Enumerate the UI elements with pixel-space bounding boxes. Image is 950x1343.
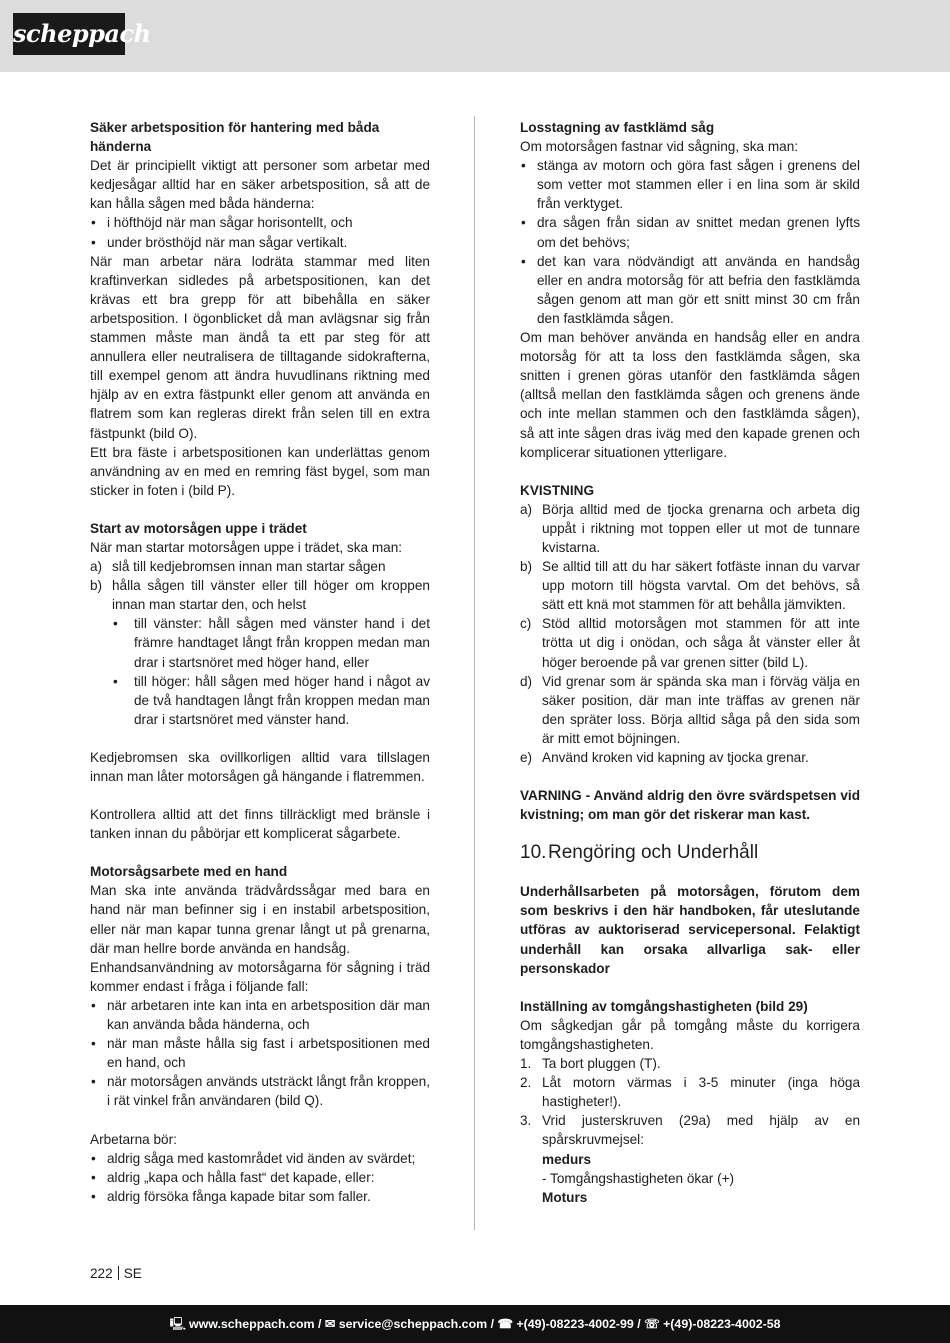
page-number-footer: [90, 1265, 142, 1283]
scheppach-logo: scheppach: [13, 13, 125, 55]
direction-clockwise: medurs: [542, 1151, 592, 1167]
list-item: [520, 614, 860, 671]
list-item: • stänga av motorn och göra fast sågen i grenens del som vetter mot stammen eller i en lina som är skild från verktyget.: [520, 156, 860, 213]
list-item: [520, 1054, 860, 1073]
language-code: SE: [123, 1266, 142, 1281]
list-item: • när arbetaren inte kan inta en arbetsposition där man kan använda båda händerna, och: [90, 996, 430, 1034]
contact-info: www.scheppach.com / ✉ service@scheppach.com / ☎ +(49)-08223-4002-99 / ☏ +(49)-08223-4002-58: [189, 1317, 781, 1331]
lettered-list: [90, 557, 430, 729]
paragraph: Enhandsanvändning av motorsågarna för sågning i träd kommer endast i fråga i följande fall:: [90, 959, 430, 994]
paragraph: Om motorsågen fastnar vid sågning, ska man:: [520, 139, 799, 155]
list-item: • i höfthöjd när man sågar horisontellt, och: [90, 213, 430, 232]
section-title: [520, 841, 860, 865]
list-marker: 2.: [520, 1075, 532, 1091]
column-divider: [474, 116, 475, 1230]
list-item: • dra sågen från sidan av snittet medan grenen lyfts om det behövs;: [520, 213, 860, 251]
numbered-list: [520, 1054, 860, 1207]
paragraph: Om man behöver använda en handsåg eller en andra motorsåg för att ta loss den fastklämda sågen, ska snitten i grenen göras utanför den fastklämda sågen (alltså mellan den fastklämda sågen och grenens ände och inte mellan stammen och den fastklämda sågen), så att inte sågen dras iväg med den kapade grenen och komplicerar situationen ytterligare.: [520, 330, 860, 460]
list-text: Se alltid till att du har säkert fotfäste innan du varvar upp motorn till högsta varvtal. Om det behövs, så sätt ett knä mot stammen för att behålla jämvikten.: [542, 559, 860, 613]
list-item: [90, 557, 430, 576]
paragraph: Det är principiellt viktigt att personer som arbetar med kedjesågar alltid har en säker arbetsposition, så att de kan hålla sågen med båda händerna:: [90, 158, 430, 212]
paragraph: Ett bra fäste i arbetspositionen kan underlättas genom användning av en med en remring fäst bygel, som man sticker in foten i (bild P).: [90, 444, 430, 498]
list-marker: d): [520, 673, 533, 689]
paragraph: När man arbetar nära lodräta stammar med liten kraftinverkan sidledes på arbetspositionen, kan det krävas ett bra grepp för att bibehålla en säker arbetsposition. I ögonblicket då man avlägsnar sig från stammen måste man ändå ta ett par steg för att annullera eller neutralisera de tilltagande sidokrafterna, till exempel genom att ändra huvudlinans riktning med hjälp av en extra fästpunkt eller genom att använda en flatrem som kan regleras direkt från selen till en extra fästpunkt (bild O).: [90, 253, 430, 441]
left-column: [90, 118, 430, 1206]
list-marker: 1.: [520, 1056, 532, 1072]
section-title-text: Rengöring och Underhåll: [548, 842, 759, 864]
list-item: • när motorsågen används utsträckt långt från kroppen, i rät vinkel från användaren (bild Q).: [90, 1072, 430, 1110]
bullet-list: [520, 156, 860, 328]
list-item: • till höger: håll sågen med höger hand i något av de två handtagen långt från kroppen medan man drar i startsnöret med vänster hand.: [112, 672, 430, 729]
list-text: Stöd alltid motorsågen mot stammen för att inte trötta ut dig i onödan, och såga åt vänster eller åt höger beroende på var grenen sitter (bild L).: [542, 616, 860, 670]
paragraph: Kontrollera alltid att det finns tillräckligt med bränsle i tanken innan du påbörjar ett komplicerat sågarbete.: [90, 807, 430, 842]
computer-icon: 🖳: [169, 1317, 186, 1331]
list-text: Låt motorn värmas i 3-5 minuter (inga höga hastigheter!).: [542, 1075, 860, 1110]
list-item: • det kan vara nödvändigt att använda en handsåg eller en andra motorsåg för att befria den fastklämda sågen genom att man gör ett snitt minst 30 cm från den fastklämda sågen.: [520, 252, 860, 328]
list-text: hålla sågen till vänster eller till höger om kroppen innan man startar den, och helst: [112, 578, 430, 613]
list-marker: a): [520, 501, 533, 517]
warning-text: VARNING - Använd aldrig den övre svärdspetsen vid kvistning; om man gör det riskerar man kast.: [520, 788, 860, 823]
list-item: • när man måste hålla sig fast i arbetspositionen med en hand, och: [90, 1034, 430, 1072]
list-item: [520, 1073, 860, 1111]
paragraph: Man ska inte använda trädvårdssågar med bara en hand när man befinner sig i en instabil arbetsposition, eller när man kapar tunna grenar långt ut på grenarna, där man hellre borde använda en handsåg.: [90, 883, 430, 956]
paragraph: Arbetarna bör:: [90, 1131, 177, 1147]
list-marker: c): [520, 616, 532, 632]
list-marker: a): [90, 559, 103, 575]
direction-counterclockwise: Moturs: [542, 1189, 588, 1205]
lettered-list: [520, 500, 860, 767]
sub-bullet-list: [112, 614, 430, 729]
list-marker: b): [520, 559, 533, 575]
list-item: • aldrig försöka fånga kapade bitar som faller.: [90, 1187, 430, 1206]
list-text: Börja alltid med de tjocka grenarna och arbeta dig uppåt i riktning mot toppen eller ut mot de tunnare kvistarna.: [542, 501, 860, 555]
list-item: • aldrig „kapa och hålla fast“ det kapade, eller:: [90, 1168, 430, 1187]
heading-free-stuck-saw: Losstagning av fastklämd såg: [520, 120, 715, 135]
paragraph: Kedjebromsen ska ovillkorligen alltid vara tillslagen innan man låter motorsågen gå hängande i flatremmen.: [90, 749, 430, 784]
list-text: Ta bort pluggen (T).: [542, 1056, 661, 1072]
bullet-list: [90, 996, 430, 1111]
list-item: • under brösthöjd när man sågar vertikalt.: [90, 233, 430, 252]
page-header: [0, 0, 950, 72]
list-marker: 3.: [520, 1113, 532, 1129]
list-marker: b): [90, 578, 103, 594]
list-item: [520, 557, 860, 614]
separator: [118, 1266, 119, 1280]
list-item: [520, 500, 860, 557]
list-item: • till vänster: håll sågen med vänster hand i det främre handtaget långt från kroppen medan man drar i startsnöret med höger hand, eller: [112, 614, 430, 671]
list-text: Vid grenar som är spända ska man i förväg välja en säker position, där man inte träffas av grenen när den spräter loss. Börja alltid såga på den sida som är mitt emot böjningen.: [542, 673, 860, 746]
list-marker: e): [520, 750, 533, 765]
contact-footer: [0, 1305, 950, 1343]
bullet-list: [90, 1149, 430, 1206]
list-text: Använd kroken vid kapning av tjocka grenar.: [542, 750, 809, 765]
speed-increase-note: - Tomgångshastigheten ökar (+): [542, 1170, 735, 1186]
paragraph: Om sågkedjan går på tomgång måste du korrigera tomgångshastigheten.: [520, 1017, 860, 1052]
heading-idle-speed: Inställning av tomgångshastigheten (bild 29): [520, 998, 808, 1014]
list-item: [520, 1111, 860, 1206]
list-text: Vrid justerskruven (29a) med hjälp av en spårskruvmejsel:: [542, 1113, 860, 1148]
list-item: [90, 576, 430, 729]
heading-safe-work-position: Säker arbetsposition för hantering med båda händerna: [90, 120, 380, 155]
heading-start-in-tree: Start av motorsågen uppe i trädet: [90, 520, 307, 536]
list-text: slå till kedjebromsen innan man startar sågen: [112, 559, 386, 575]
right-column: [520, 118, 860, 1207]
list-item: • aldrig såga med kastområdet vid änden av svärdet;: [90, 1149, 430, 1168]
bullet-list: [90, 213, 430, 251]
paragraph: När man startar motorsågen uppe i trädet, ska man:: [90, 539, 403, 555]
section-number: 10.: [520, 842, 547, 864]
heading-kvistning: KVISTNING: [520, 482, 595, 498]
list-item: [520, 672, 860, 748]
maintenance-notice: Underhållsarbeten på motorsågen, förutom dem som beskrivs i den här handboken, får uteslutande utföras av auktoriserad servicepersonal. Felaktigt underhåll kan orsaka allvarliga sak- eller personskador: [520, 884, 860, 976]
list-item: [520, 748, 860, 767]
heading-one-hand: Motorsågsarbete med en hand: [90, 864, 288, 880]
page-number: 222: [90, 1266, 113, 1281]
